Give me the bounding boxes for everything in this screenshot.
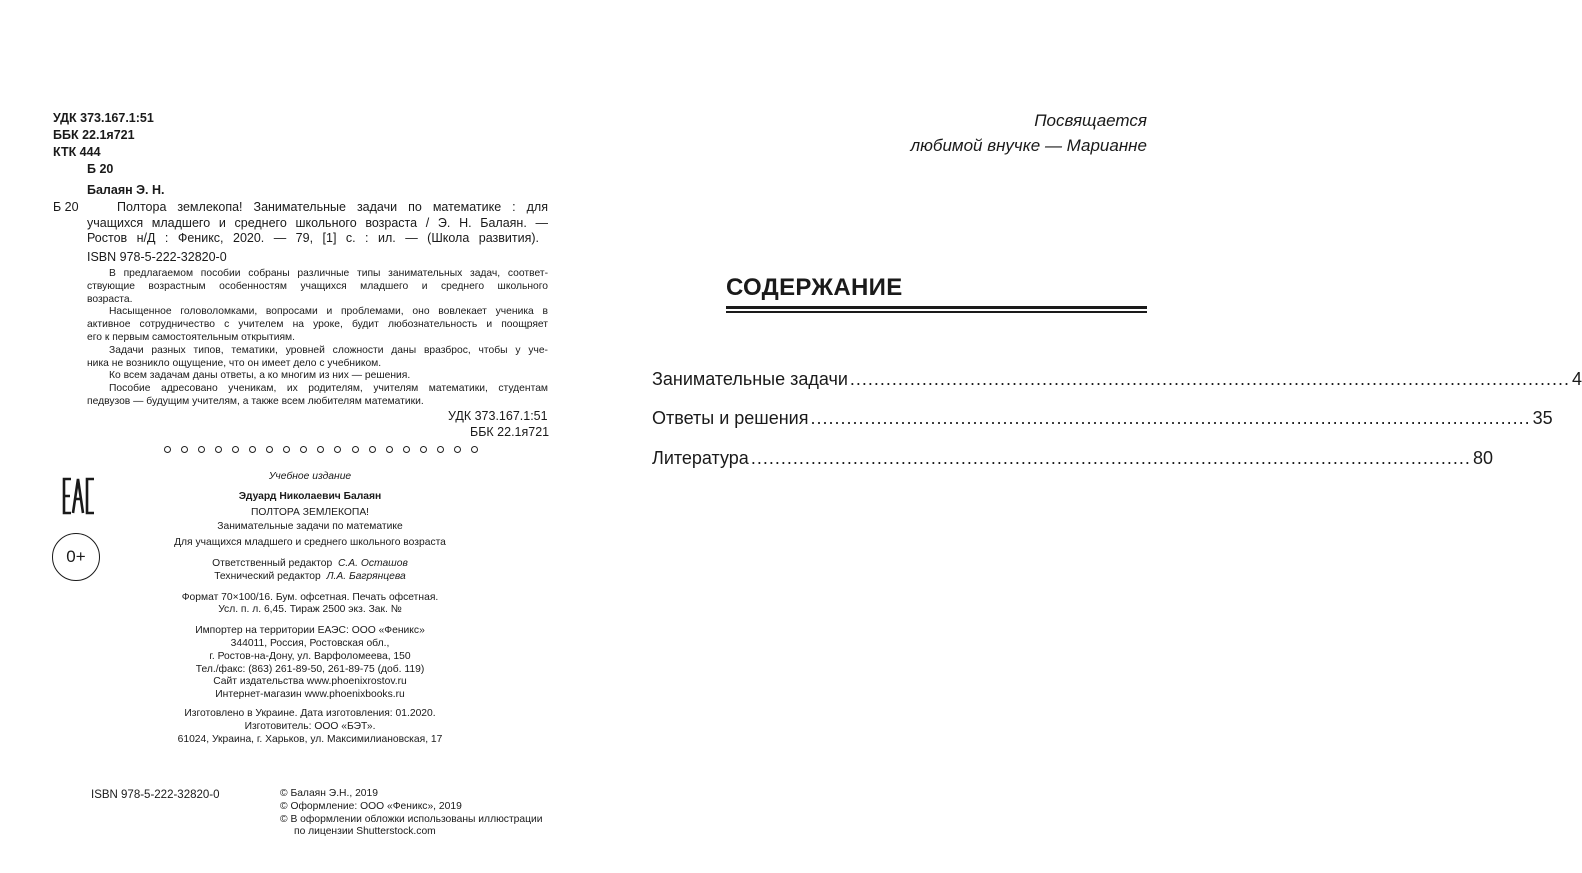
separator-dot xyxy=(164,446,171,453)
separator-dot xyxy=(181,446,188,453)
age-rating-badge: 0+ xyxy=(52,533,100,581)
dotted-separator xyxy=(164,446,478,453)
edition-type: Учебное издание xyxy=(268,471,352,482)
bib-description-line-2: учащихся младшего и среднего школьного возраста / Э. Н. Балаян. — xyxy=(87,215,548,230)
copyright-line: © Оформление: ООО «Феникс», 2019 xyxy=(280,800,462,812)
bib-description-line-3: Ростов н/Д : Феникс, 2020. — 79, [1] с. : ил. — (Школа развития). xyxy=(87,231,539,245)
abstract-line: его к первым самостоятельным открытиям. xyxy=(87,331,295,343)
tech-editor-name: Л.А. Багрянцева xyxy=(326,570,406,582)
abstract-line: Пособие адресовано ученикам, их родителям, учителям математики, студентам xyxy=(109,383,548,395)
editor-name: С.А. Осташов xyxy=(337,557,408,569)
separator-dot xyxy=(334,446,341,453)
heading-rule xyxy=(726,311,1147,313)
publisher-site-line: Сайт издательства www.phoenixrostov.ru xyxy=(213,676,407,688)
separator-dot xyxy=(283,446,290,453)
toc-entry[interactable] xyxy=(652,448,1493,469)
copyright-line: © Балаян Э.Н., 2019 xyxy=(280,788,378,799)
separator-dot xyxy=(215,446,222,453)
editor-line xyxy=(160,558,460,571)
toc-entry-title: Занимательные задачи xyxy=(652,369,848,389)
dedication-line-1: Посвящается xyxy=(1034,111,1147,130)
separator-dot xyxy=(386,446,393,453)
toc-entry-page: 4 xyxy=(1572,369,1582,389)
toc-entry-page: 80 xyxy=(1472,448,1493,468)
separator-dot xyxy=(437,446,444,453)
abstract-line: педвузов — будущим учителям, а также всем любителям математики. xyxy=(87,395,424,407)
tech-editor-line xyxy=(160,571,460,584)
importer-address-line: г. Ростов-на-Дону, ул. Варфоломеева, 150 xyxy=(209,650,411,662)
importer-address-line: 344011, Россия, Ростовская обл., xyxy=(230,637,390,649)
udk-code-right: УДК 373.167.1:51 xyxy=(448,409,548,423)
isbn: ISBN 978-5-222-32820-0 xyxy=(87,250,227,264)
manufacturer-address-line: 61024, Украина, г. Харьков, ул. Максимилиановская, 17 xyxy=(177,733,443,745)
separator-dot xyxy=(420,446,427,453)
manufacturer-line: Изготовитель: ООО «БЭТ». xyxy=(244,720,376,732)
author-sign: Б 20 xyxy=(87,162,114,176)
abstract-line: возраста. xyxy=(87,293,133,305)
separator-dot xyxy=(352,446,359,453)
separator-dot xyxy=(454,446,461,453)
copyright-block xyxy=(280,788,543,839)
abstract-line: ствующие возрастным особенностям учащихся младшего и среднего школьного xyxy=(87,280,548,292)
separator-dot xyxy=(198,446,205,453)
author-sign-margin: Б 20 xyxy=(53,200,79,214)
author-name: Балаян Э. Н. xyxy=(87,183,165,197)
online-shop-line: Интернет-магазин www.phoenixbooks.ru xyxy=(215,689,405,701)
toc-leader: ........................................................................................................................ xyxy=(750,448,1471,468)
bib-description-line-1: Полтора землекопа! Занимательные задачи по математике : для xyxy=(117,200,548,214)
separator-dot xyxy=(471,446,478,453)
book-audience: Для учащихся младшего и среднего школьного возраста xyxy=(174,537,446,549)
ktk-code: КТК 444 xyxy=(53,145,101,159)
author-full-name: Эдуард Николаевич Балаян xyxy=(238,490,382,502)
abstract-line: Ко всем задачам даны ответы, а ко многим из них — решения. xyxy=(109,370,411,382)
importer-phone-line: Тел./факс: (863) 261-89-50, 261-89-75 (доб. 119) xyxy=(195,663,425,675)
dedication-line-2: любимой внучке — Марианне xyxy=(910,136,1147,155)
separator-dot xyxy=(317,446,324,453)
editor-label: Ответственный редактор xyxy=(212,557,333,569)
abstract-line: ника не возникло ощущение, что он имеет дело с учебником. xyxy=(87,357,382,369)
book-title: ПОЛТОРА ЗЕМЛЕКОПА! xyxy=(250,506,370,518)
abstract xyxy=(87,268,548,409)
separator-dot xyxy=(403,446,410,453)
tech-editor-label: Технический редактор xyxy=(214,570,321,582)
eac-mark-icon xyxy=(62,477,96,515)
contents-heading: СОДЕРЖАНИЕ xyxy=(726,274,903,301)
separator-dot xyxy=(369,446,376,453)
separator-dot xyxy=(249,446,256,453)
toc-leader: ........................................................................................................................ xyxy=(810,408,1531,428)
copyright-line: © В оформлении обложки использованы иллюстрации xyxy=(280,813,543,825)
importer-line: Импортер на территории ЕАЭС: ООО «Феникс» xyxy=(195,625,425,637)
bbk-code: ББК 22.1я721 xyxy=(53,128,135,142)
toc-entry-title: Литература xyxy=(652,448,749,468)
abstract-line: Насыщенное головоломками, вопросами и проблемами, оно вовлекает ученика в xyxy=(109,306,548,318)
separator-dot xyxy=(300,446,307,453)
abstract-line: Задачи разных типов, тематики, уровней сложности даны вразброс, чтобы у уче- xyxy=(109,344,548,356)
manufacture-line: Изготовлено в Украине. Дата изготовления: 01.2020. xyxy=(184,707,436,719)
bbk-code-right: ББК 22.1я721 xyxy=(470,425,550,439)
toc-leader: ........................................................................................................................ xyxy=(849,369,1571,389)
toc-entry[interactable] xyxy=(652,369,1582,390)
toc-entry-page: 35 xyxy=(1532,408,1553,428)
separator-dot xyxy=(232,446,239,453)
format-line: Формат 70×100/16. Бум. офсетная. Печать офсетная. xyxy=(181,591,439,603)
book-subtitle: Занимательные задачи по математике xyxy=(217,521,403,533)
copyright-line: по лицензии Shutterstock.com xyxy=(294,826,436,838)
heading-rule xyxy=(726,306,1147,309)
abstract-line: В предлагаемом пособии собраны различные типы занимательных задач, соответ- xyxy=(109,268,548,279)
udk-code: УДК 373.167.1:51 xyxy=(53,111,154,125)
toc-entry-title: Ответы и решения xyxy=(652,408,809,428)
imprint-block xyxy=(160,471,460,746)
print-run-line: Усл. п. л. 6,45. Тираж 2500 экз. Зак. № xyxy=(218,604,402,616)
isbn-bottom: ISBN 978-5-222-32820-0 xyxy=(91,789,220,801)
toc-entry[interactable] xyxy=(652,408,1553,429)
abstract-line: активное сотрудничество с учителем на уроке, будит любознательность и поощряет xyxy=(87,319,548,331)
separator-dot xyxy=(266,446,273,453)
